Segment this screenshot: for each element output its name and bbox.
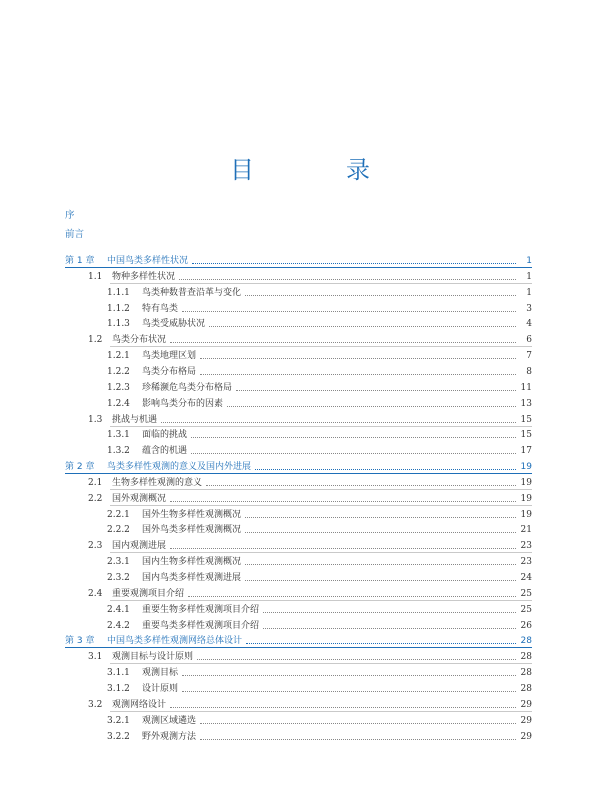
- dot-leader: [191, 453, 516, 454]
- toc-entry-page: 19: [520, 509, 532, 520]
- dot-leader: [170, 501, 516, 502]
- toc-entry-title: 观测目标: [142, 668, 179, 679]
- toc-entry-number: 3.2.1: [107, 715, 130, 726]
- toc-entry-title: 鸟类多样性观测的意义及国内外进展: [107, 462, 252, 473]
- toc-entry-title: 面临的挑战: [142, 430, 188, 441]
- toc-entry-page: 29: [520, 731, 532, 742]
- dot-leader: [200, 374, 516, 375]
- toc-entry-page: 1: [526, 256, 532, 266]
- dot-leader: [245, 517, 516, 518]
- toc-entry-page: 26: [520, 620, 532, 631]
- toc-entry-page: 28: [520, 652, 532, 663]
- toc-entry-title: 鸟类种数普查沿革与变化: [142, 287, 242, 298]
- toc-entry-number: 2.3.1: [107, 557, 130, 568]
- toc-entry-number: 2.3.2: [107, 573, 130, 583]
- toc-subsection-row[interactable]: [65, 617, 532, 632]
- toc-entry-title: 中国鸟类多样性状况: [107, 256, 189, 266]
- toc-section-row[interactable]: [65, 268, 532, 283]
- page-title: 目 录: [230, 156, 404, 184]
- toc-entry-number: 第 1 章: [65, 256, 95, 266]
- toc-entry-number: 第 3 章: [65, 636, 95, 647]
- toc-entry-title: 观测目标与设计原则: [112, 652, 194, 663]
- toc-entry-number: 2.4.1: [107, 604, 130, 615]
- toc-entry-title: 挑战与机遇: [112, 414, 158, 425]
- toc-chapter-row[interactable]: [65, 252, 532, 267]
- toc-entry-page: 29: [520, 699, 532, 710]
- toc-entry-number: 3.2.2: [107, 731, 130, 742]
- toc-subsection-row[interactable]: [65, 442, 532, 457]
- toc-subsection-row[interactable]: [65, 363, 532, 378]
- toc-entry-number: 3.1.1: [107, 668, 130, 679]
- toc-subsection-row[interactable]: [65, 284, 532, 299]
- toc-entry-page: 4: [526, 319, 532, 330]
- dot-leader: [245, 295, 516, 296]
- toc-entry-number: 2.4: [88, 588, 103, 599]
- toc-entry-page: 7: [526, 351, 532, 362]
- toc-entry-title: 鸟类地理区划: [142, 351, 197, 362]
- dot-leader: [245, 532, 516, 533]
- toc-subsection-row[interactable]: [65, 347, 532, 362]
- front-matter-foreword[interactable]: 前言: [65, 229, 85, 240]
- toc-entry-title: 国外鸟类多样性观测概况: [142, 525, 242, 536]
- toc-entry-page: 21: [520, 525, 532, 536]
- toc-subsection-row[interactable]: [65, 300, 532, 315]
- toc-entry-page: 17: [520, 446, 532, 457]
- dot-leader: [246, 643, 516, 644]
- toc-entry-number: 2.4.2: [107, 620, 130, 631]
- toc-subsection-row[interactable]: [65, 712, 532, 727]
- toc-subsection-row[interactable]: [65, 601, 532, 616]
- toc-section-row[interactable]: [65, 648, 532, 663]
- toc-entry-page: 11: [520, 382, 532, 393]
- toc-entry-page: 25: [520, 604, 532, 615]
- toc-entry-title: 特有鸟类: [142, 303, 179, 314]
- dot-leader: [161, 422, 516, 423]
- toc-entry-number: 2.2.1: [107, 509, 130, 520]
- toc-entry-title: 观测网络设计: [112, 699, 167, 710]
- toc-entry-title: 观测区域遴选: [142, 715, 197, 726]
- toc-entry-title: 物种多样性状况: [112, 271, 176, 282]
- toc-entry-page: 13: [520, 398, 532, 409]
- toc-entry-title: 珍稀濒危鸟类分布格局: [142, 382, 233, 393]
- dot-leader: [179, 279, 516, 280]
- dot-leader: [236, 390, 516, 391]
- toc-entry-page: 24: [520, 573, 532, 583]
- dot-leader: [192, 263, 516, 264]
- toc-entry-number: 1.3.2: [107, 446, 130, 457]
- toc-subsection-row[interactable]: [65, 426, 532, 441]
- dot-leader: [209, 326, 516, 327]
- toc-entry-title: 重要观测项目介绍: [112, 588, 185, 599]
- toc-entry-number: 3.2: [88, 699, 103, 710]
- toc-chapter-row[interactable]: [65, 458, 532, 473]
- toc-entry-title: 蕴含的机遇: [142, 446, 188, 457]
- toc-entry-title: 鸟类分布格局: [142, 366, 197, 377]
- toc-subsection-row[interactable]: [65, 506, 532, 521]
- toc-entry-page: 15: [520, 414, 532, 425]
- toc-entry-page: 25: [520, 588, 532, 599]
- dot-leader: [263, 628, 516, 629]
- toc-entry-page: 28: [520, 636, 532, 647]
- toc-entry-number: 1.1.3: [107, 319, 130, 330]
- toc-subsection-row[interactable]: [65, 680, 532, 695]
- toc-entry-number: 1.1: [88, 271, 103, 282]
- toc-subsection-row[interactable]: [65, 521, 532, 536]
- toc-entry-page: 8: [526, 366, 532, 377]
- dot-leader: [188, 596, 516, 597]
- toc-entry-number: 2.2: [88, 493, 103, 504]
- toc-entry-title: 生物多样性观测的意义: [112, 477, 203, 488]
- dot-leader: [245, 564, 516, 565]
- dot-leader: [200, 358, 516, 359]
- toc-entry-page: 1: [526, 287, 532, 298]
- toc-entry-number: 1.1.1: [107, 287, 130, 298]
- toc-subsection-row[interactable]: [65, 395, 532, 410]
- toc-entry-title: 国外生物多样性观测概况: [142, 509, 242, 520]
- toc-section-row[interactable]: [65, 537, 532, 552]
- toc-entry-page: 19: [520, 462, 532, 473]
- toc-entry-page: 1: [526, 271, 532, 282]
- toc-entry-number: 1.1.2: [107, 303, 130, 314]
- toc-entry-number: 1.2.1: [107, 351, 130, 362]
- dot-leader: [263, 612, 516, 613]
- toc-entry-title: 鸟类受威胁状况: [142, 319, 206, 330]
- toc-subsection-row[interactable]: [65, 553, 532, 568]
- toc-chapter-row[interactable]: [65, 632, 532, 647]
- toc-section-row[interactable]: [65, 585, 532, 600]
- dot-leader: [200, 739, 516, 740]
- toc-entry-number: 1.2.2: [107, 366, 130, 377]
- toc-entry-page: 29: [520, 715, 532, 726]
- toc-entry-title: 影响鸟类分布的因素: [142, 398, 224, 409]
- toc-entry-page: 28: [520, 683, 532, 694]
- dot-leader: [182, 675, 516, 676]
- dot-leader: [191, 437, 516, 438]
- toc-entry-title: 重要生物多样性观测项目介绍: [142, 604, 260, 615]
- toc-entry-page: 15: [520, 430, 532, 441]
- toc-section-row[interactable]: [65, 331, 532, 346]
- toc-section-row[interactable]: [65, 474, 532, 489]
- dot-leader: [170, 342, 516, 343]
- toc-entry-title: 国内鸟类多样性观测进展: [142, 573, 242, 583]
- dot-leader: [227, 406, 516, 407]
- toc-subsection-row[interactable]: [65, 315, 532, 330]
- toc-entry-number: 第 2 章: [65, 462, 95, 473]
- toc-entry-title: 国外观测概况: [112, 493, 167, 504]
- front-matter-preface[interactable]: 序: [65, 210, 75, 221]
- dot-leader: [182, 691, 516, 692]
- toc-entry-page: 6: [526, 335, 532, 346]
- toc-entry-title: 国内观测进展: [112, 541, 167, 552]
- toc-entry-title: 设计原则: [142, 683, 179, 694]
- toc-entry-number: 1.2.4: [107, 398, 130, 409]
- toc-entry-number: 2.1: [88, 477, 103, 488]
- toc-subsection-row[interactable]: [65, 379, 532, 394]
- toc-entry-number: 1.3.1: [107, 430, 130, 441]
- toc-entry-number: 1.2.3: [107, 382, 130, 393]
- dot-leader: [197, 659, 516, 660]
- dot-leader: [200, 723, 516, 724]
- dot-leader: [255, 469, 516, 470]
- toc-entry-page: 19: [520, 493, 532, 504]
- toc-section-row[interactable]: [65, 696, 532, 711]
- toc-section-row[interactable]: [65, 490, 532, 505]
- toc-entry-number: 3.1.2: [107, 683, 130, 694]
- toc-entry-page: 28: [520, 668, 532, 679]
- toc-entry-number: 3.1: [88, 652, 103, 663]
- toc-entry-page: 19: [520, 477, 532, 488]
- toc-entry-title: 重要鸟类多样性观测项目介绍: [142, 620, 260, 631]
- toc-entry-page: 23: [520, 541, 532, 552]
- toc-entry-number: 2.2.2: [107, 525, 130, 536]
- dot-leader: [182, 311, 516, 312]
- dot-leader: [170, 707, 516, 708]
- toc-entry-number: 1.2: [88, 335, 103, 346]
- toc-entry-page: 23: [520, 557, 532, 568]
- toc-entry-title: 鸟类分布状况: [112, 335, 167, 346]
- dot-leader: [245, 580, 516, 581]
- dot-leader: [206, 485, 516, 486]
- toc-entry-title: 中国鸟类多样性观测网络总体设计: [107, 636, 243, 647]
- toc-entry-title: 国内生物多样性观测概况: [142, 557, 242, 568]
- toc-entry-number: 1.3: [88, 414, 103, 425]
- toc-subsection-row[interactable]: [65, 569, 532, 584]
- toc-entry-page: 3: [526, 303, 532, 314]
- toc-entry-number: 2.3: [88, 541, 103, 552]
- toc-subsection-row[interactable]: [65, 664, 532, 679]
- toc-subsection-row[interactable]: [65, 728, 532, 743]
- dot-leader: [170, 548, 516, 549]
- toc-entry-title: 野外观测方法: [142, 731, 197, 742]
- toc-section-row[interactable]: [65, 411, 532, 426]
